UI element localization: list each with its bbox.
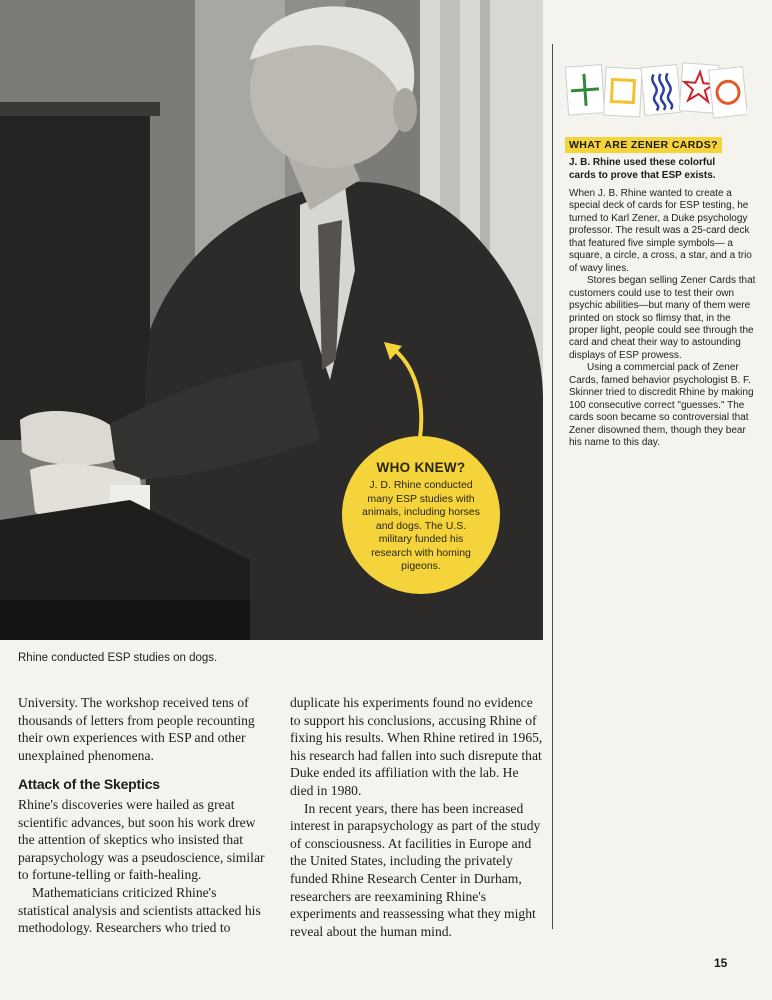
page-number: 15	[714, 956, 728, 970]
section-heading: Attack of the Skeptics	[18, 776, 160, 793]
body-paragraph: Rhine's discoveries were hailed as great scientific advances, but soon his work drew the attention of skeptics who insisted that parapsychology was a pseudoscience, similar to fortune-telling or faith-healing.	[18, 796, 265, 883]
sidebar-body	[569, 188, 757, 450]
text-column-left	[18, 694, 268, 937]
body-paragraph: University. The workshop received tens of thousands of letters from people recounting their own experiences with ESP and other unexplained phenomena.	[18, 695, 255, 763]
sidebar-divider	[552, 44, 553, 929]
sidebar-paragraph: Using a commercial pack of Zener Cards, famed behavior psychologist B. F. Skinner tried to discredit Rhine by making 100 consecutive correct "guesses." The cards soon became so controversial that Zener disowned them, though they bear his name to this day.	[569, 362, 754, 449]
zener-cards-icon	[563, 56, 747, 124]
sidebar-paragraph: Stores began selling Zener Cards that customers could use to test their own psychic abilities—but many of them were printed on stock so flimsy that, in the proper light, people could see through the card and cheat their way to astounding displays of ESP prowess.	[569, 275, 756, 361]
sidebar-subheading: J. B. Rhine used these colorful cards to prove that ESP exists.	[569, 157, 716, 181]
sidebar-heading: WHAT ARE ZENER CARDS?	[565, 137, 722, 153]
callout-text: J. D. Rhine conducted many ESP studies with animals, including horses and dogs. The U.S. military funded his research with homing pigeons.	[362, 479, 480, 572]
sidebar-paragraph: When J. B. Rhine wanted to create a special deck of cards for ESP testing, he turned to Karl Zener, a Duke psychology professor. The result was a 25-card deck that featured five simple symbols— a square, a circle, a cross, a star, and a trio of wavy lines.	[569, 188, 752, 274]
body-paragraph: duplicate his experiments found no evidence to support his conclusions, accusing Rhine of fixing his results. When Rhine retired in 1965, his research had fallen into such disrepute that Duke ended its affiliation with the lab. He died in 1980.	[290, 695, 543, 798]
text-column-right	[290, 694, 545, 940]
photo-caption: Rhine conducted ESP studies on dogs.	[18, 652, 218, 664]
who-knew-callout	[342, 436, 500, 594]
body-paragraph: In recent years, there has been increased interest in parapsychology as part of the study of consciousness. At facilities in Europe and the United States, including the privately funded Rhine Research Center in Durham, researchers are reexamining Rhine's experiments and reassessing what they might reveal about the human mind.	[290, 800, 541, 939]
callout-arrow-icon	[380, 340, 440, 440]
body-paragraph: Mathematicians criticized Rhine's statistical analysis and scientists attacked his methodology. Researchers who tried to	[18, 884, 261, 936]
callout-title: WHO KNEW?	[376, 460, 466, 475]
